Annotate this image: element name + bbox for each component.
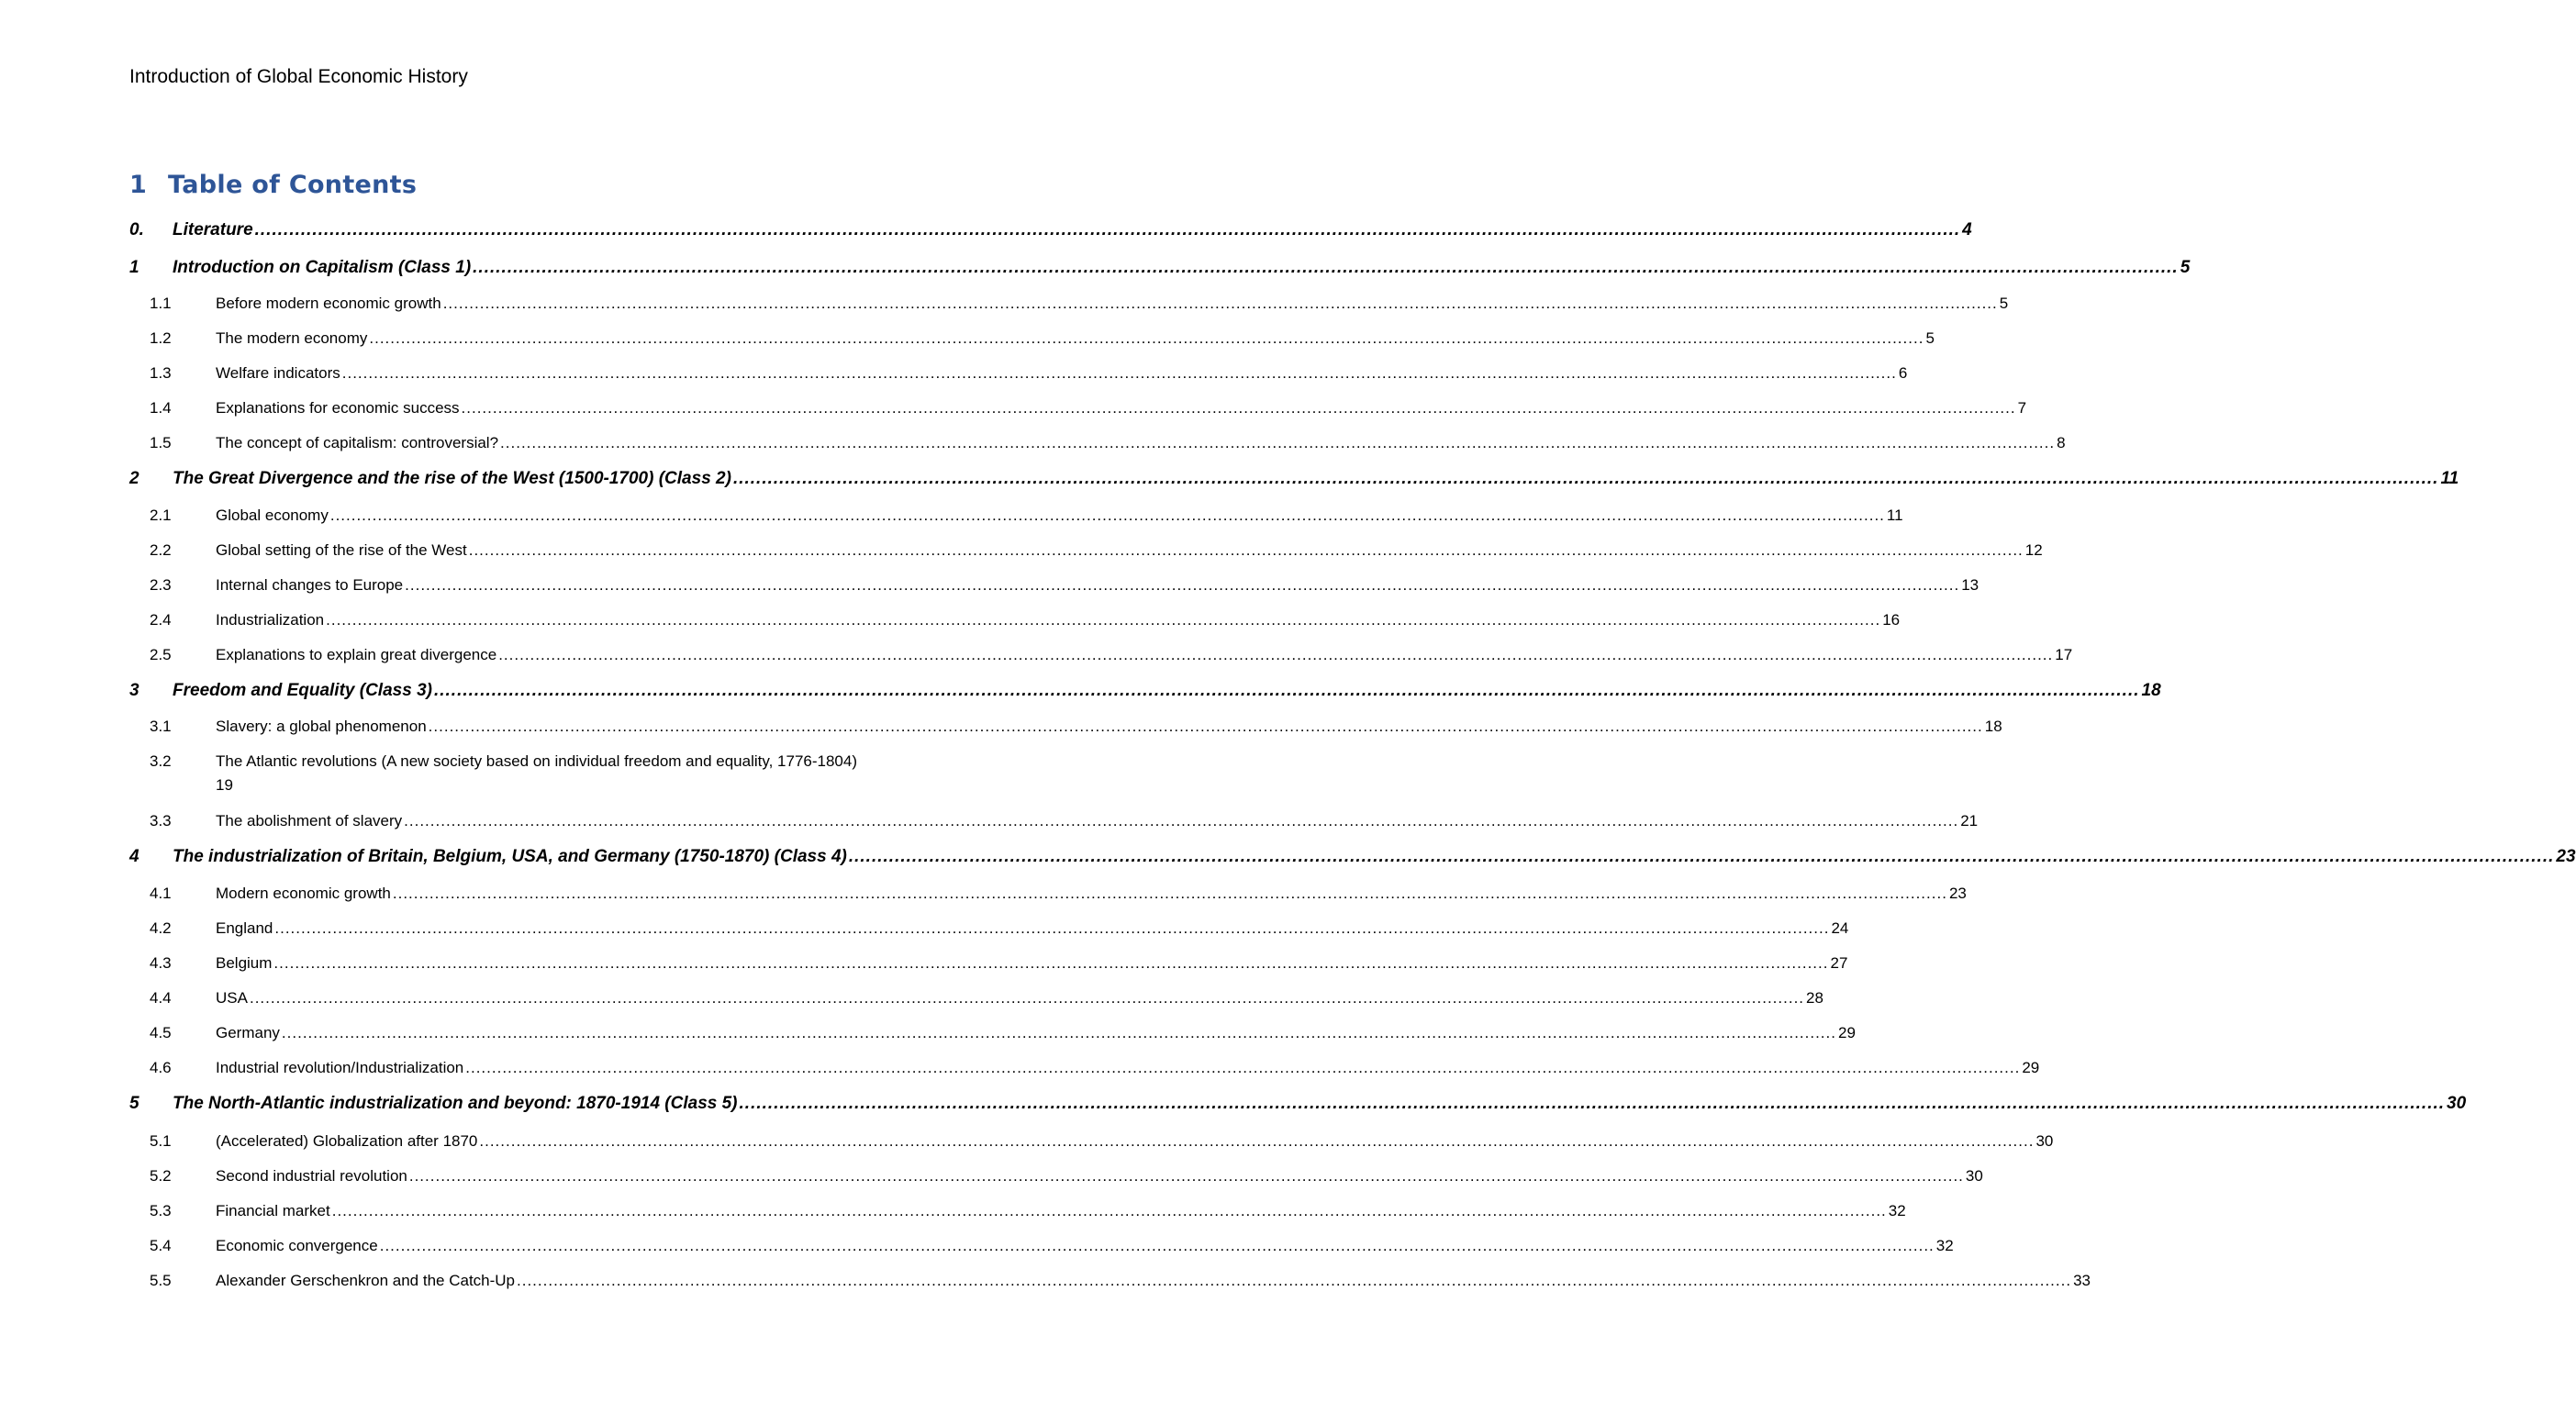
toc-entry-page: 23	[2556, 847, 2576, 866]
toc-entry-number: 3.2	[150, 752, 172, 770]
toc-entry-title: Literature	[173, 220, 253, 239]
toc-heading-title: Table of Contents	[168, 171, 418, 199]
toc-entry-page: 16	[1882, 611, 1901, 629]
toc-dot-leader	[517, 1272, 2071, 1290]
toc-entry-page: 28	[1806, 989, 1823, 1007]
toc-subsection-entry[interactable]	[129, 1272, 2091, 1290]
toc-subsection-entry[interactable]	[129, 989, 1823, 1008]
toc-entry-number: 2	[129, 469, 139, 488]
page-header: Introduction of Global Economic History	[129, 66, 468, 87]
toc-subsection-entry[interactable]	[129, 718, 2002, 736]
toc-entry-title: Slavery: a global phenomenon	[216, 718, 427, 735]
toc-entry-number: 5.1	[150, 1132, 172, 1150]
toc-entry-page: 12	[2024, 541, 2043, 559]
toc-entry-page: 6	[1898, 364, 1908, 382]
toc-entry-number: 4.1	[150, 885, 172, 902]
toc-entry-page: 30	[2035, 1132, 2054, 1150]
toc-entry-number: 3.1	[150, 718, 172, 735]
toc-dot-leader	[434, 681, 2140, 701]
toc-subsection-entry[interactable]	[129, 611, 1901, 629]
toc-dot-leader	[250, 989, 1804, 1008]
toc-dot-leader	[255, 220, 1961, 240]
toc-entry-page: 7	[2017, 399, 2027, 417]
toc-subsection-entry[interactable]	[129, 1024, 1856, 1042]
toc-entry-page: 11	[2440, 469, 2459, 488]
toc-subsection-entry[interactable]	[129, 295, 2009, 313]
toc-dot-leader	[429, 718, 1983, 736]
toc-subsection-entry[interactable]	[129, 1202, 1906, 1220]
toc-entry-title: Internal changes to Europe	[216, 576, 404, 594]
toc-entry-number: 4	[129, 847, 139, 866]
toc-dot-leader	[409, 1167, 1964, 1186]
toc-entry-title: (Accelerated) Globalization after 1870	[216, 1132, 478, 1150]
toc-entry-page: 17	[2055, 646, 2073, 663]
toc-subsection-entry[interactable]	[129, 954, 1848, 973]
toc-entry-number: 3	[129, 681, 139, 700]
toc-entry-page: 29	[1837, 1024, 1856, 1041]
toc-entry-title: Global economy	[216, 507, 329, 524]
toc-entry-number: 4.2	[150, 919, 172, 937]
toc-entry-number: 5.5	[150, 1272, 172, 1289]
toc-entry-number: 5.3	[150, 1202, 172, 1219]
toc-entry-title: Explanations to explain great divergence	[216, 646, 497, 663]
toc-dot-leader	[740, 1094, 2446, 1114]
toc-subsection-entry[interactable]	[129, 1167, 1983, 1186]
toc-entry-page: 5	[1999, 295, 2009, 312]
toc-dot-leader	[330, 507, 1885, 525]
toc-entry-number: 1.1	[150, 295, 172, 312]
toc-entry-title: The industrialization of Britain, Belgium, USA, and Germany (1750-1870) (Class 4)	[173, 847, 847, 866]
toc-dot-leader	[473, 258, 2179, 278]
toc-dot-leader	[469, 541, 2024, 560]
toc-subsection-entry[interactable]	[129, 752, 969, 795]
toc-entry-page: 5	[2180, 258, 2191, 277]
toc-entry-number: 1	[129, 258, 139, 277]
toc-section-entry[interactable]	[129, 681, 2161, 701]
toc-dot-leader	[332, 1202, 1887, 1220]
toc-entry-page: 21	[1960, 812, 1979, 829]
toc-entry-number: 4.6	[150, 1059, 172, 1076]
toc-entry-number: 3.3	[150, 812, 172, 829]
toc-entry-page: 11	[1886, 507, 1903, 524]
toc-heading	[129, 171, 417, 199]
toc-entry-title: Explanations for economic success	[216, 399, 460, 417]
toc-subsection-entry[interactable]	[129, 576, 1979, 595]
toc-entry-page: 19	[216, 776, 233, 794]
toc-entry-page: 23	[1948, 885, 1967, 902]
toc-entry-title: Welfare indicators	[216, 364, 340, 382]
toc-entry-title: The Great Divergence and the rise of the West (1500-1700) (Class 2)	[173, 469, 731, 488]
toc-entry-number: 0.	[129, 220, 144, 239]
toc-entry-page: 29	[2022, 1059, 2040, 1076]
toc-entry-number: 2.4	[150, 611, 172, 629]
toc-entry-title: Economic convergence	[216, 1237, 378, 1254]
toc-entry-title: The abolishment of slavery	[216, 812, 403, 829]
toc-entry-page: 4	[1962, 220, 1972, 239]
toc-dot-leader	[342, 364, 1897, 383]
toc-subsection-entry[interactable]	[129, 1132, 2054, 1151]
toc-entry-title: The North-Atlantic industrialization and beyond: 1870-1914 (Class 5)	[173, 1094, 738, 1113]
toc-entry-number: 5.4	[150, 1237, 172, 1254]
toc-section-entry[interactable]	[129, 258, 2191, 278]
toc-entry-number: 1.5	[150, 434, 172, 451]
toc-dot-leader	[479, 1132, 2034, 1151]
toc-subsection-entry[interactable]	[129, 812, 1979, 830]
toc-subsection-entry[interactable]	[129, 919, 1849, 938]
toc-section-entry[interactable]	[129, 220, 1972, 240]
toc-section-entry[interactable]	[129, 1094, 2467, 1114]
toc-entry-number: 5	[129, 1094, 139, 1113]
toc-entry-number: 2.1	[150, 507, 172, 524]
toc-dot-leader	[405, 576, 1959, 595]
toc-entry-number: 4.3	[150, 954, 172, 972]
toc-entry-page: 30	[2447, 1094, 2467, 1113]
toc-entry-number: 2.3	[150, 576, 172, 594]
toc-entry-page: 13	[1961, 576, 1979, 594]
toc-entry-page: 8	[2057, 434, 2066, 451]
toc-entry-page: 32	[1888, 1202, 1906, 1219]
toc-entry-title: Global setting of the rise of the West	[216, 541, 467, 559]
toc-entry-title: The concept of capitalism: controversial?	[216, 434, 499, 451]
toc-dot-leader	[462, 399, 2016, 417]
toc-entry-page: 27	[1830, 954, 1848, 972]
toc-entry-title: England	[216, 919, 273, 937]
toc-entry-number: 1.2	[150, 329, 172, 347]
toc-subsection-entry[interactable]	[129, 507, 1903, 525]
toc-dot-leader	[443, 295, 1998, 313]
toc-entry-number: 1.3	[150, 364, 172, 382]
toc-section-entry[interactable]	[129, 847, 2576, 867]
toc-entry-page: 33	[2073, 1272, 2091, 1289]
toc-entry-page: 32	[1935, 1237, 1954, 1254]
toc-section-entry[interactable]	[129, 469, 2459, 489]
toc-subsection-entry[interactable]	[129, 1237, 1954, 1255]
toc-entry-number: 2.5	[150, 646, 172, 663]
toc-subsection-entry[interactable]	[129, 541, 2043, 560]
toc-dot-leader	[274, 919, 1829, 938]
toc-dot-leader	[849, 847, 2555, 867]
toc-entry-page: 18	[2141, 681, 2161, 700]
toc-entry-title: USA	[216, 989, 248, 1007]
toc-subsection-entry[interactable]	[129, 646, 2073, 664]
toc-entry-title: Financial market	[216, 1202, 330, 1219]
toc-entry-number: 2.2	[150, 541, 172, 559]
toc-entry-number: 1.4	[150, 399, 172, 417]
toc-entry-title: Introduction on Capitalism (Class 1)	[173, 258, 472, 277]
toc-entry-title: Before modern economic growth	[216, 295, 441, 312]
toc-entry-number: 4.5	[150, 1024, 172, 1041]
toc-subsection-entry[interactable]	[129, 364, 1908, 383]
toc-subsection-entry[interactable]	[129, 329, 1935, 348]
toc-subsection-entry[interactable]	[129, 434, 2066, 452]
toc-entry-number: 5.2	[150, 1167, 172, 1185]
toc-entry-title: Belgium	[216, 954, 273, 972]
toc-entry-title: Industrialization	[216, 611, 325, 629]
toc-dot-leader	[498, 646, 2053, 664]
toc-entry-page: 30	[1965, 1167, 1983, 1185]
toc-subsection-entry[interactable]	[129, 1059, 2040, 1077]
toc-dot-leader	[733, 469, 2439, 489]
toc-entry-title: The Atlantic revolutions (A new society based on individual freedom and equality, 1776-1804)	[216, 752, 858, 770]
toc-entry-title: Alexander Gerschenkron and the Catch-Up	[216, 1272, 516, 1289]
toc-entry-title: Freedom and Equality (Class 3)	[173, 681, 432, 700]
toc-entry-title: Modern economic growth	[216, 885, 391, 902]
toc-entry-number: 4.4	[150, 989, 172, 1007]
toc-dot-leader	[500, 434, 2055, 452]
toc-subsection-entry[interactable]	[129, 399, 2027, 417]
toc-heading-number: 1	[129, 171, 148, 199]
toc-entry-page: 5	[1925, 329, 1935, 347]
toc-entry-title: Industrial revolution/Industrialization	[216, 1059, 464, 1076]
toc-dot-leader	[404, 812, 1958, 830]
toc-dot-leader	[326, 611, 1880, 629]
toc-dot-leader	[393, 885, 1947, 903]
toc-dot-leader	[282, 1024, 1836, 1042]
toc-entry-title: Second industrial revolution	[216, 1167, 407, 1185]
toc-subsection-entry[interactable]	[129, 885, 1967, 903]
toc-entry-title: The modern economy	[216, 329, 368, 347]
toc-entry-page: 24	[1831, 919, 1849, 937]
toc-dot-leader	[369, 329, 1924, 348]
toc-dot-leader	[273, 954, 1828, 973]
toc-dot-leader	[380, 1237, 1935, 1255]
toc-entry-page: 18	[1984, 718, 2002, 735]
toc-entry-title: Germany	[216, 1024, 280, 1041]
toc-dot-leader	[465, 1059, 2020, 1077]
